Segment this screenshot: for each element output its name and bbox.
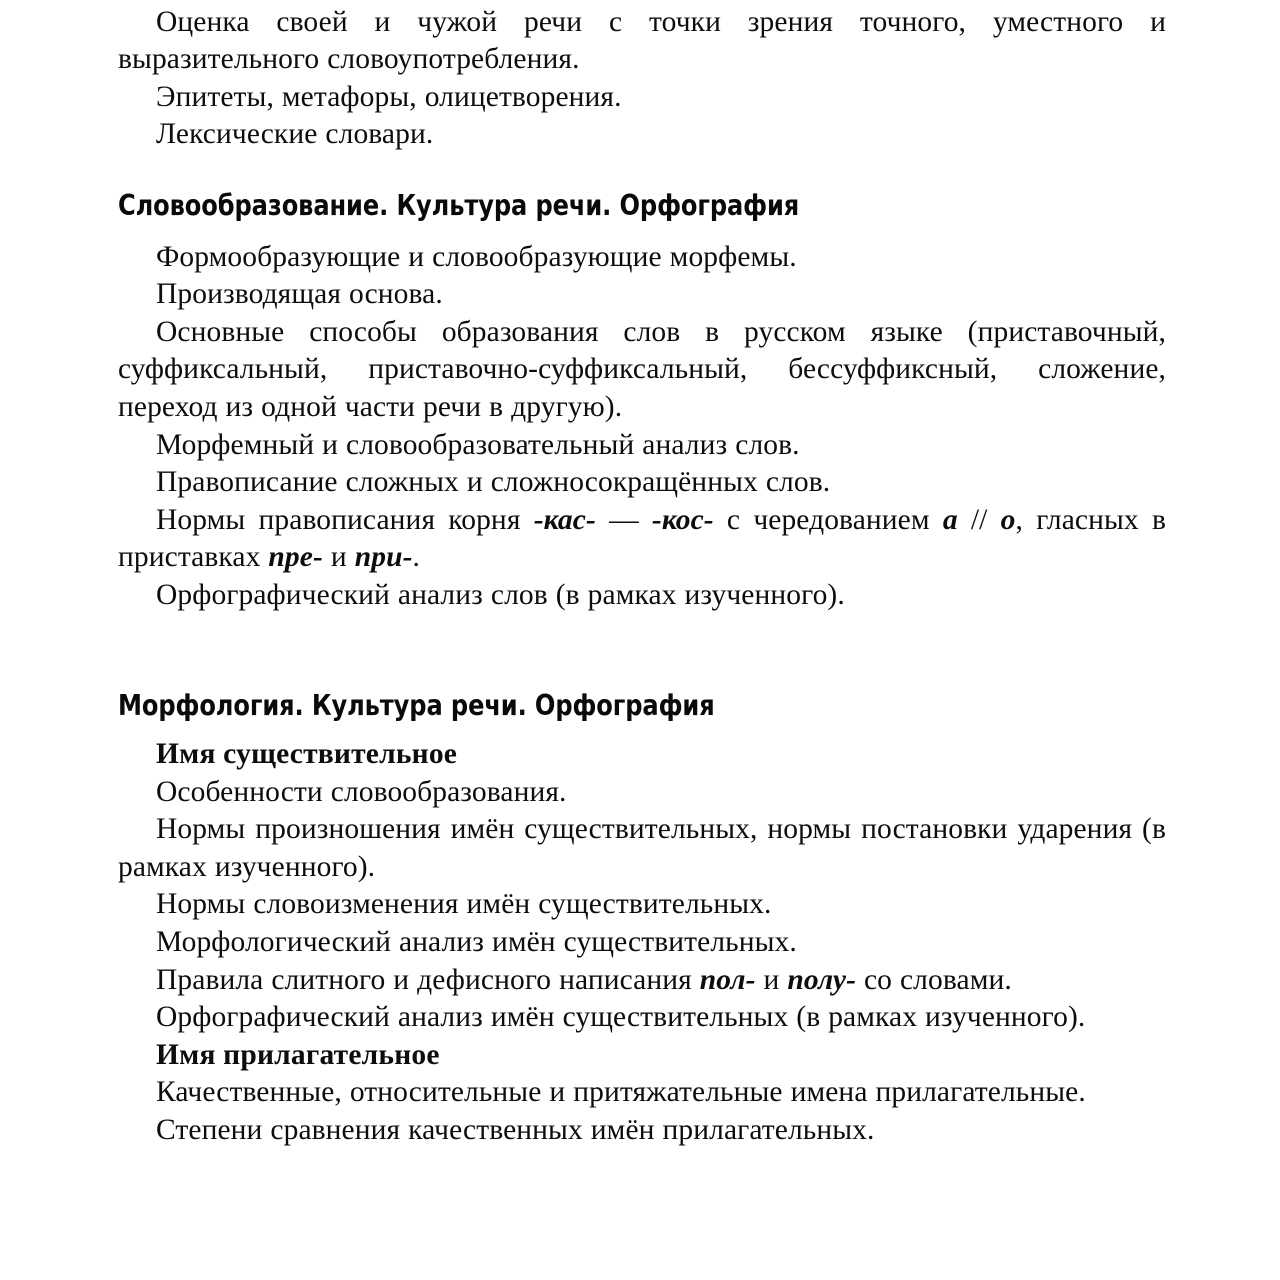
text-column <box>118 0 1166 1150</box>
paragraph-morfemnyi: Морфемный и словообразовательный анализ слов. <box>156 428 800 461</box>
paragraph-orfograficheskii-slov: Орфографический анализ слов (в рамках изученного). <box>156 578 845 611</box>
paragraph-normy-kornya <box>118 502 1166 577</box>
paragraph-osobennosti: Особенности словообразования. <box>156 775 567 808</box>
text-run: — <box>595 503 652 536</box>
emphasis-pri: при- <box>354 541 413 574</box>
paragraph-pravila-slitnogo <box>118 962 1166 1000</box>
paragraph-morfologicheskii-analiz: Морфологический анализ имён существительных. <box>156 926 797 959</box>
text-run: Нормы правописания корня <box>156 503 534 536</box>
section-heading-slovoobrazovanie: Словообразование. Культура речи. Орфография <box>118 188 800 222</box>
top-crop-mask <box>0 0 1280 4</box>
paragraph-ocenka: Оценка своей и чужой речи с точки зрения точного, уместного и выразительного словоупотребления. <box>118 5 1166 76</box>
emphasis-a: а <box>942 503 958 536</box>
paragraph-pravopisanie-slozhnyh: Правописание сложных и сложносокращённых слов. <box>156 466 831 499</box>
emphasis-kos: -кос- <box>651 503 714 536</box>
emphasis-pre: пре- <box>268 541 323 574</box>
paragraph-orfograficheskii-sushch: Орфографический анализ имён существительных (в рамках изученного). <box>156 1001 1086 1034</box>
paragraph-epitety: Эпитеты, метафоры, олицетворения. <box>156 80 622 113</box>
subsection-heading-imya-prilagatelnoe: Имя прилагательное <box>156 1038 440 1071</box>
paragraph-normy-slovoizmeneniya: Нормы словоизменения имён существительных. <box>156 888 772 921</box>
paragraph-formoobrazuyushchie: Формообразующие и словообразующие морфемы. <box>156 240 797 273</box>
text-run: с чередованием <box>713 503 943 536</box>
emphasis-polu: полу- <box>787 963 856 996</box>
paragraph-osnovnye-sposoby: Основные способы образования слов в русском языке (приставочный, суффиксальный, приставочно-суффиксальный, бессуффиксный, сложение, переход из одной части речи в другую). <box>118 315 1166 423</box>
emphasis-o: о <box>1000 503 1016 536</box>
paragraph-normy-proiznosheniya: Нормы произношения имён существительных, нормы постановки ударения (в рамках изученного). <box>118 813 1166 883</box>
section-heading-morfologiya: Морфология. Культура речи. Орфография <box>118 688 715 722</box>
text-run: со словами. <box>856 963 1012 996</box>
paragraph-kachestvennye: Качественные, относительные и притяжательные имена прилагательные. <box>156 1076 1086 1109</box>
paragraph-stepeni-sravneniya: Степени сравнения качественных имён прилагательных. <box>156 1114 875 1147</box>
text-run: , гласных в приставках <box>118 503 1166 574</box>
paragraph-proizvodyashchaya: Производящая основа. <box>156 278 443 311</box>
text-run: Правила слитного и дефисного написания <box>156 963 700 996</box>
text-run: . <box>412 541 421 574</box>
emphasis-kas: -кас- <box>533 503 596 536</box>
text-run: и <box>755 963 788 996</box>
subsection-heading-imya-sushchestvitelnoe: Имя существительное <box>156 738 458 771</box>
text-run: // <box>957 503 1001 536</box>
text-run: и <box>322 541 355 574</box>
paragraph-leksicheskie: Лексические словари. <box>156 118 434 151</box>
emphasis-pol: пол- <box>699 963 756 996</box>
